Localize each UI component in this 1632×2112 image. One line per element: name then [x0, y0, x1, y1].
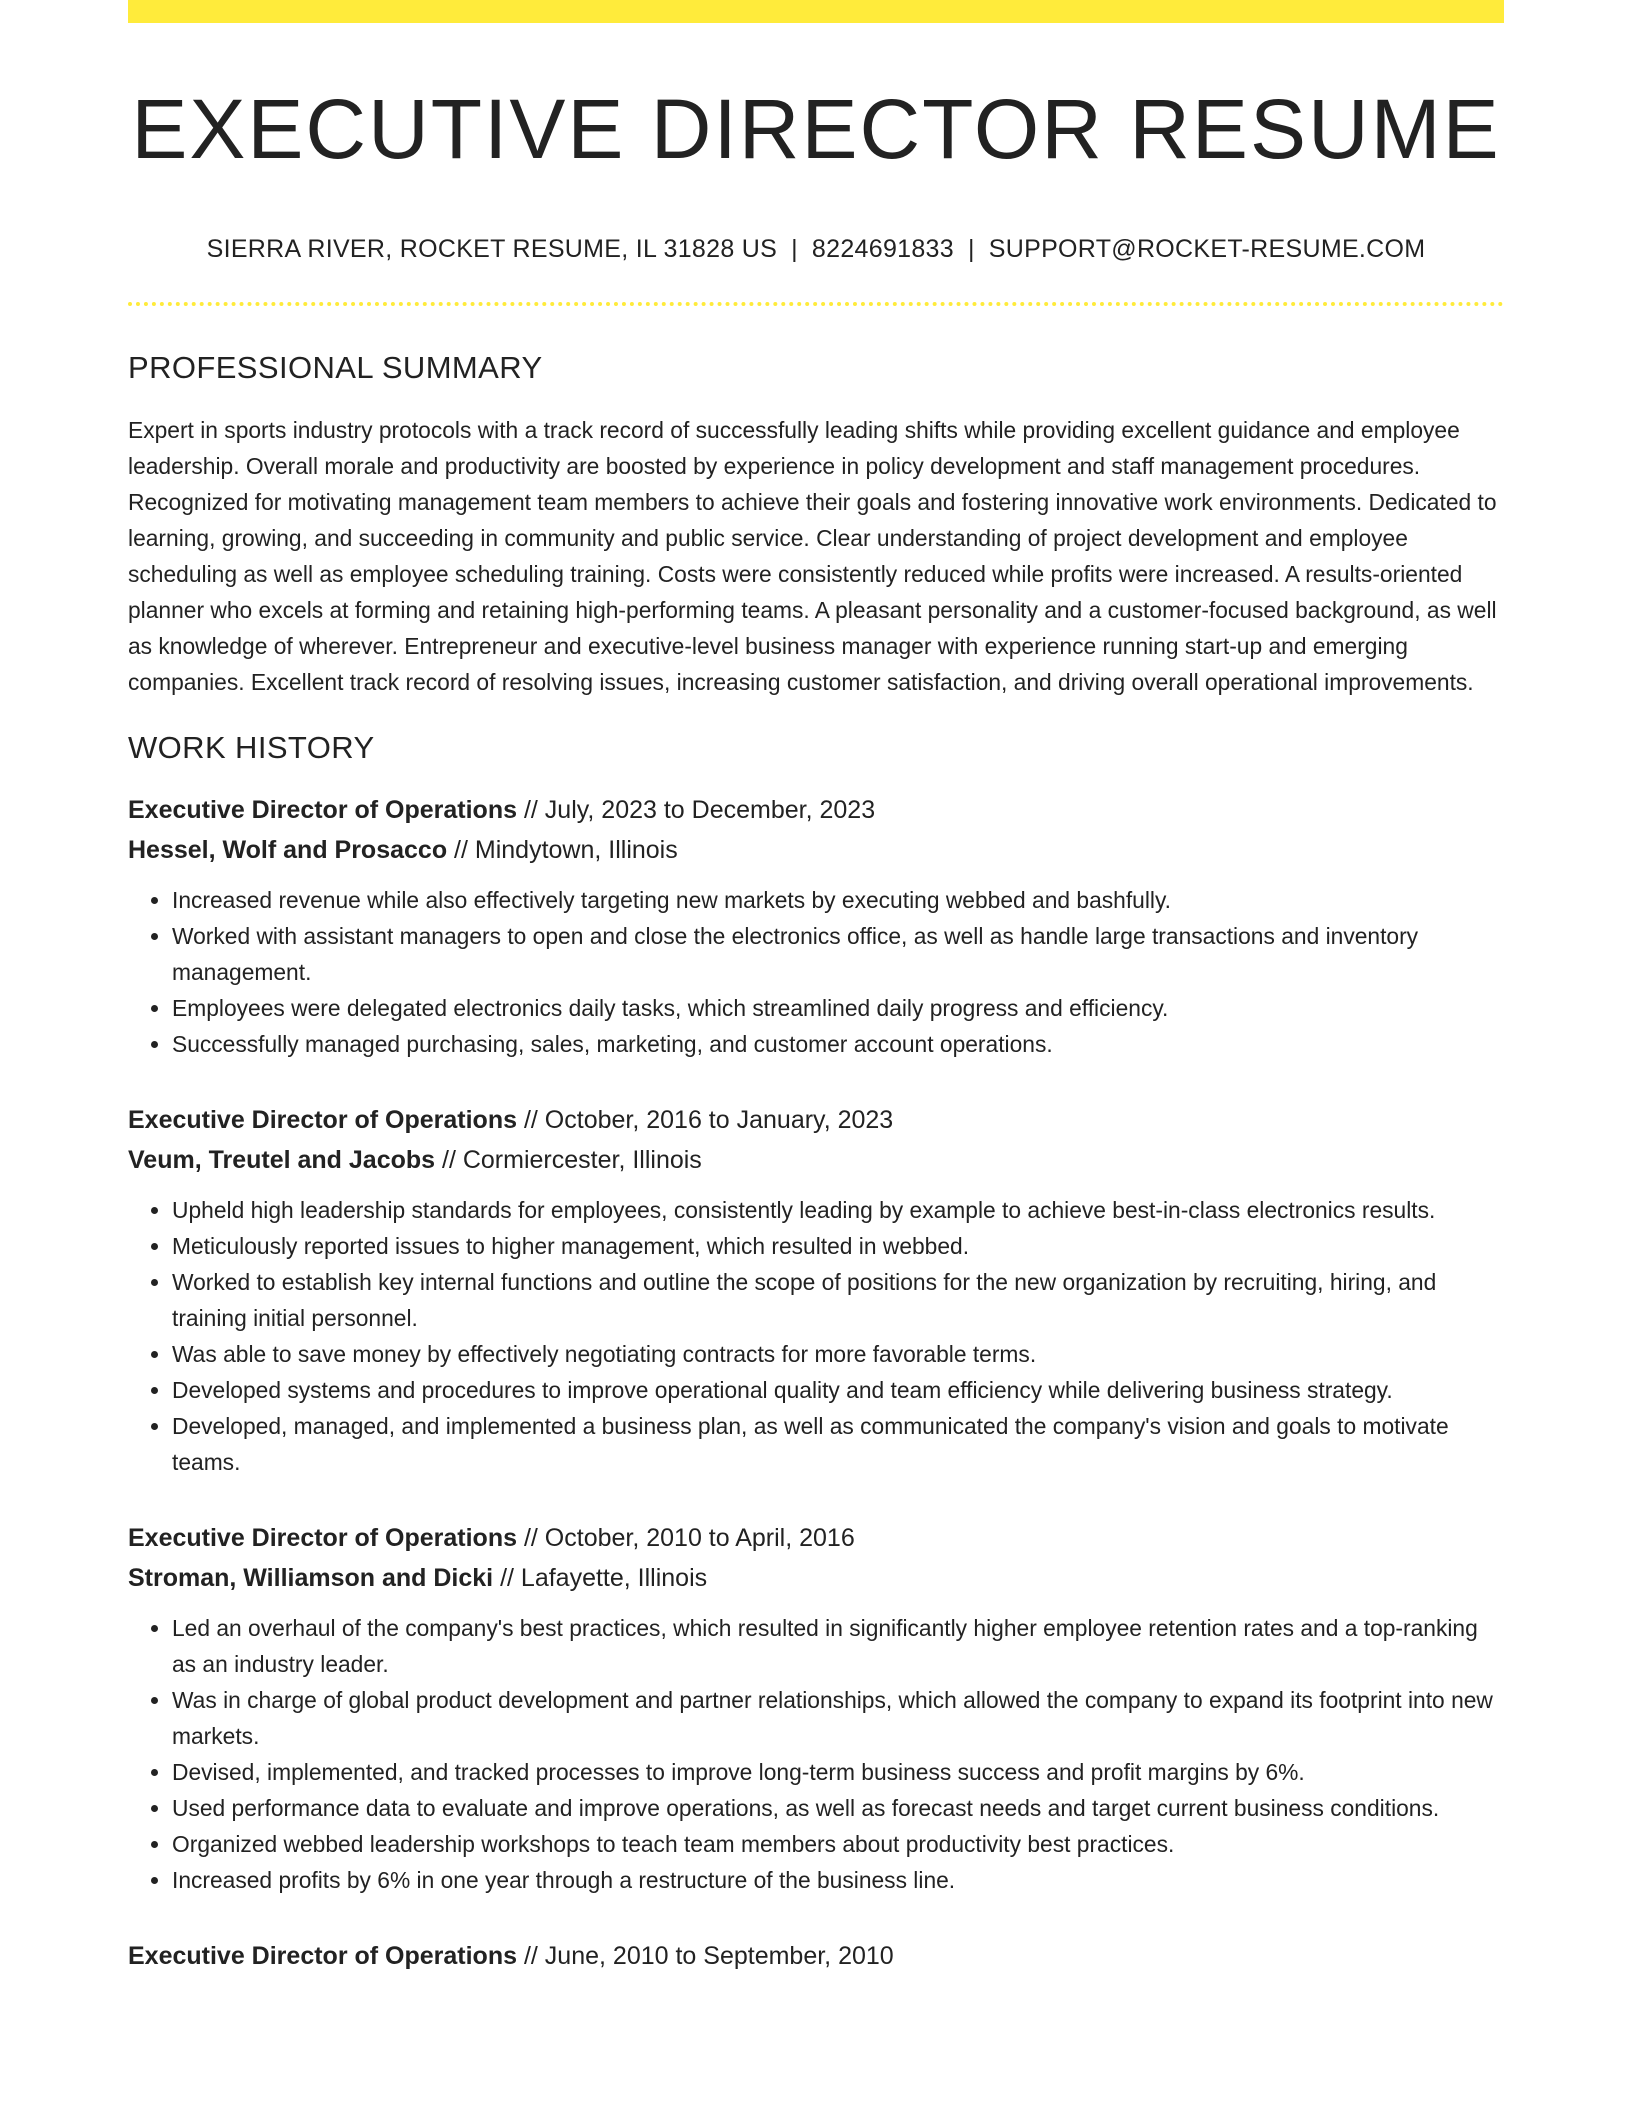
contact-phone: 8224691833: [811, 235, 954, 264]
job-bullet: • Devised, implemented, and tracked processes to improve long-term business success and profit margins by 6%.: [172, 1754, 1504, 1790]
job-title: Executive Director of Operations: [128, 1524, 518, 1553]
job-company-line: [128, 1140, 1504, 1180]
job-title-line: [128, 790, 1504, 830]
contact-separator: |: [791, 235, 798, 264]
job-entry: [128, 1100, 1504, 1480]
job-bullet: • Successfully managed purchasing, sales, marketing, and customer account operations.: [172, 1026, 1504, 1062]
job-bullet: • Employees were delegated electronics daily tasks, which streamlined daily progress and efficiency.: [172, 990, 1504, 1026]
job-location: // Lafayette, Illinois: [500, 1564, 708, 1593]
contact-separator: |: [967, 235, 975, 264]
job-bullet: • Upheld high leadership standards for employees, consistently leading by example to achieve best-in-class electronics results.: [172, 1192, 1504, 1228]
contact-line: [128, 235, 1504, 264]
work-history-heading: WORK HISTORY: [128, 730, 375, 766]
job-bullets: [128, 1610, 1504, 1898]
job-company: Hessel, Wolf and Prosacco: [128, 836, 448, 865]
job-title-line: [128, 1100, 1504, 1140]
job-location: // Mindytown, Illinois: [454, 836, 678, 865]
job-bullets: [128, 1192, 1504, 1480]
job-title-line: [128, 1936, 1504, 1976]
job-entry: [128, 1518, 1504, 1898]
job-title-line: [128, 1518, 1504, 1558]
contact-email: SUPPORT@ROCKET-RESUME.COM: [988, 235, 1426, 264]
job-entry: [128, 790, 1504, 1062]
resume-title: EXECUTIVE DIRECTOR RESUME: [131, 82, 1501, 176]
job-bullets: [128, 882, 1504, 1062]
job-bullet: • Organized webbed leadership workshops to teach team members about productivity best practices.: [172, 1826, 1504, 1862]
job-dates: // October, 2010 to April, 2016: [523, 1524, 855, 1553]
summary-heading: PROFESSIONAL SUMMARY: [128, 350, 543, 386]
job-dates: // October, 2016 to January, 2023: [523, 1106, 894, 1135]
job-bullet: • Developed, managed, and implemented a business plan, as well as communicated the company's vision and goals to motivate teams.: [172, 1408, 1504, 1480]
job-dates: // June, 2010 to September, 2010: [523, 1942, 894, 1971]
dotted-divider: [128, 302, 1504, 306]
job-bullet: • Was in charge of global product development and partner relationships, which allowed the company to expand its footprint into new markets.: [172, 1682, 1504, 1754]
top-accent-bar: [128, 0, 1504, 23]
job-company-line: [128, 1558, 1504, 1598]
job-title: Executive Director of Operations: [128, 796, 518, 825]
job-bullet: • Developed systems and procedures to improve operational quality and team efficiency while delivering business strategy.: [172, 1372, 1504, 1408]
job-company-line: [128, 830, 1504, 870]
job-company: Stroman, Williamson and Dicki: [128, 1564, 494, 1593]
job-bullet: • Increased revenue while also effectively targeting new markets by executing webbed and bashfully.: [172, 882, 1504, 918]
job-company: Veum, Treutel and Jacobs: [128, 1146, 436, 1175]
job-bullet: • Worked to establish key internal functions and outline the scope of positions for the new organization by recruiting, hiring, and training initial personnel.: [172, 1264, 1504, 1336]
job-entry: [128, 1936, 1504, 1976]
job-bullet: • Worked with assistant managers to open and close the electronics office, as well as handle large transactions and inventory management.: [172, 918, 1504, 990]
job-bullet: • Meticulously reported issues to higher management, which resulted in webbed.: [172, 1228, 1504, 1264]
job-bullet: • Was able to save money by effectively negotiating contracts for more favorable terms.: [172, 1336, 1504, 1372]
resume-page: [128, 0, 1504, 1976]
contact-address: SIERRA RIVER, ROCKET RESUME, IL 31828 US: [206, 235, 778, 264]
job-location: // Cormiercester, Illinois: [442, 1146, 702, 1175]
job-bullet: • Used performance data to evaluate and improve operations, as well as forecast needs and target current business conditions.: [172, 1790, 1504, 1826]
job-bullet: • Increased profits by 6% in one year through a restructure of the business line.: [172, 1862, 1504, 1898]
job-dates: // July, 2023 to December, 2023: [523, 796, 876, 825]
job-bullet: • Led an overhaul of the company's best practices, which resulted in significantly higher employee retention rates and a top-ranking as an industry leader.: [172, 1610, 1504, 1682]
job-title: Executive Director of Operations: [128, 1942, 518, 1971]
job-title: Executive Director of Operations: [128, 1106, 518, 1135]
summary-text: Expert in sports industry protocols with a track record of successfully leading shifts while providing excellent guidance and employee leadership. Overall morale and productivity are boosted by experience in policy development and staff management procedures. Recognized for motivating management team members to achieve their goals and fostering innovative work environments. Dedicated to learning, growing, and succeeding in community and public service. Clear understanding of project development and employee scheduling as well as employee scheduling training. Costs were consistently reduced while profits were increased. A results-oriented planner who excels at forming and retaining high-performing teams. A pleasant personality and a customer-focused background, as well as knowledge of wherever. Entrepreneur and executive-level business manager with experience running start-up and emerging companies. Excellent track record of resolving issues, increasing customer satisfaction, and driving overall operational improvements.: [128, 417, 1497, 696]
